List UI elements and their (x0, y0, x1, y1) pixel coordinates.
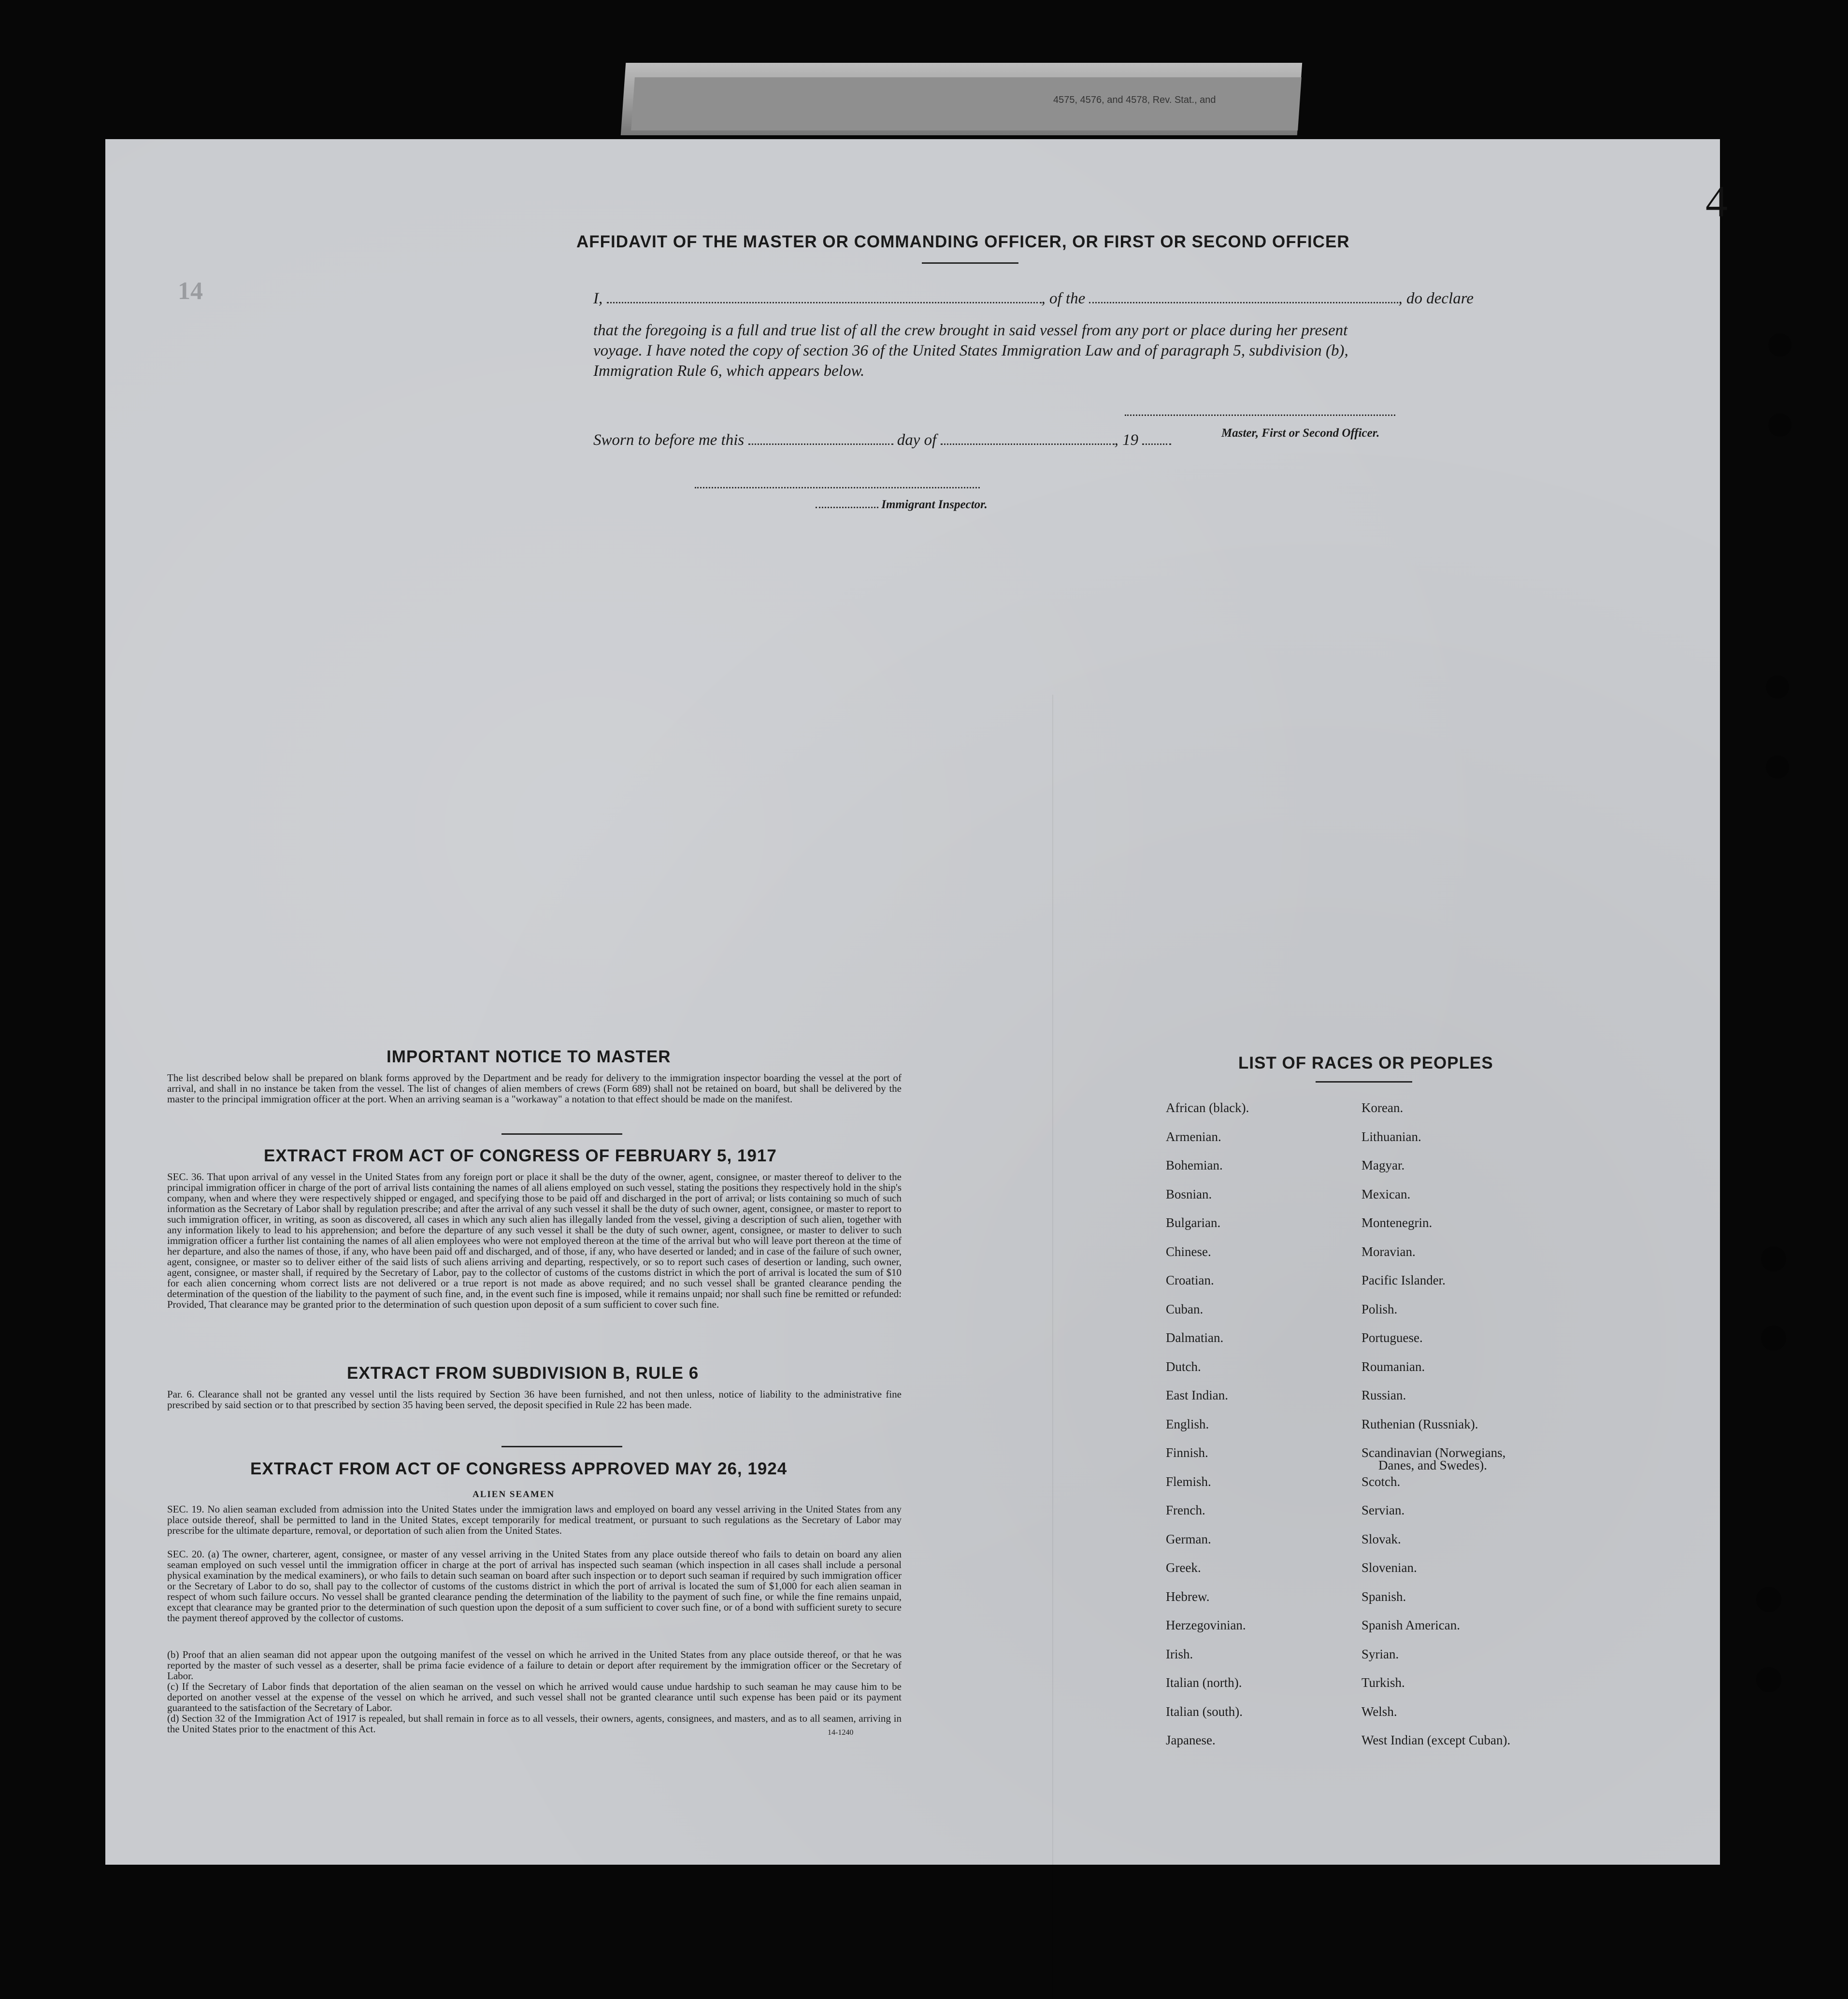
affidavit-line-3: voyage. I have noted the copy of section 36 of the United States Immigration Law and of paragraph 5, subdivision (b), (593, 342, 1348, 359)
extract-1924-sec20d: (d) Section 32 of the Immigration Act of 1917 is repealed, but shall remain in force as to all vessels, their owners, agents, consignees, and masters, and as to all seamen, arriving in the United States prior to the enactment of this Act. (167, 1713, 902, 1735)
race-item-left: French. (1166, 1503, 1205, 1517)
form-number: 14-1240 (828, 1728, 854, 1737)
race-item-left: English. (1166, 1416, 1209, 1431)
race-item-left: Cuban. (1166, 1301, 1203, 1316)
races-title: LIST OF RACES OR PEOPLES (1238, 1054, 1493, 1072)
inspector-signature-blank[interactable] (695, 482, 980, 488)
extract-1924-sec20b: (b) Proof that an alien seaman did not appear upon the outgoing manifest of the vessel on which he arrived in the United States from any place outside thereof, or that he was reported by the master of such vessel as a deserter, shall be prima facie evidence of a failure to detain or deport after requirement by the immigration officer or the Secretary of Labor. (167, 1649, 902, 1682)
margin-mark: 14 (178, 277, 203, 305)
race-item-left: Dutch. (1166, 1359, 1201, 1374)
extract-1917-text: SEC. 36. That upon arrival of any vessel in the United States from any foreign port or place it shall be the duty of the owner, agent, consignee, or master thereof to deliver to the principal immigration officer in charge of the port of arrival lists containing the names of all aliens employed on such vessel, stating the positions they respectively hold in the ship's company, when and where they were respectively shipped or engaged, and specifying those to be paid off and discharged in the port of arrival; or lists containing so much of such information as the Secretary of Labor shall by regulation prescribe; and after the arrival of any such vessel it shall be the duty of such owner, agent, consignee, or master to report to such immigration officer, in writing, as soon as discovered, all cases in which any such alien has illegally landed from the vessel, giving a description of such alien, together with any information likely to lead to his apprehension; and before the departure of any such vessel it shall be the duty of such owner, agent, consignee, or master to deliver to such immigration officer a further list containing the names of all alien employees who were not employed thereon at the time of the arrival but who will leave port thereon at the time of her departure, and also the names of those, if any, who have been paid off and discharged, and of those, if any, who have deserted or landed; and in case of the failure of such owner, agent, consignee, or master so to deliver either of the said lists of such aliens arriving and departing, respectively, or so to report such cases of desertion or landing, such owner, agent, consignee, or master shall, if required by the Secretary of Labor, pay to the collector of customs of the customs district in which the port of arrival is located the sum of $10 for each alien concerning whom correct lists are not delivered or a true report is not made as above required; and no such vessel shall be granted clearance pending the determination of the question of the liability to the payment of such fine, and, in the event such fine is imposed, while it remains unpaid; nor shall such fine be remitted or refunded: Provided, That clearance may be granted prior to the determination of such question upon deposit of a sum sufficient to cover such fine. (167, 1171, 902, 1310)
race-item-right: Spanish. (1361, 1589, 1406, 1604)
affidavit-title-rule (922, 262, 1018, 264)
notice-text: The list described below shall be prepared on blank forms approved by the Department and be ready for delivery to the immigration inspector boarding the vessel at the port of arrival, and shall in no instance be taken from the vessel. The list of changes of alien members of crews (Form 689) shall not be retained on board, but shall be delivered by the master to the principal immigration officer at the port. When an arriving seaman is a "workaway" a notation to that effect should be made on the manifest. (167, 1072, 902, 1105)
race-item-right: Scandinavian (Norwegians, (1361, 1445, 1506, 1460)
race-item-left: Greek. (1166, 1560, 1201, 1575)
punch-hole (1761, 1326, 1786, 1351)
race-item-left: Bohemian. (1166, 1158, 1223, 1172)
race-item-right: Roumanian. (1361, 1359, 1425, 1374)
race-item-left: African (black). (1166, 1100, 1249, 1115)
inspector-label (816, 498, 988, 512)
document-page (105, 139, 1728, 1865)
punch-hole (1768, 414, 1791, 437)
race-item-right: Danes, and Swedes). (1378, 1458, 1487, 1472)
punch-hole (1756, 1587, 1781, 1612)
extract-1924-sec20c: (c) If the Secretary of Labor finds that deportation of the alien seaman on the vessel on which he arrived would cause undue hardship to such seaman he may cause him to be deported on another vessel at the expense of the vessel on which he arrived, and such vessel shall not be granted clearance until such expense has been paid or its payment guaranteed to the satisfaction of the Secretary of Labor. (167, 1681, 902, 1713)
inspector-prefix-blank[interactable] (816, 502, 878, 508)
race-item-right: West Indian (except Cuban). (1361, 1733, 1511, 1747)
punch-hole (1766, 675, 1789, 699)
race-item-right: Russian. (1361, 1388, 1406, 1402)
race-item-left: Flemish. (1166, 1474, 1211, 1489)
race-item-left: Japanese. (1166, 1733, 1216, 1747)
alien-seamen-subtitle: ALIEN SEAMEN (473, 1489, 555, 1499)
race-item-left: Herzegovinian. (1166, 1618, 1246, 1632)
race-item-left: Bosnian. (1166, 1186, 1212, 1201)
punch-hole (1766, 756, 1789, 779)
race-item-right: Syrian. (1361, 1646, 1399, 1661)
race-item-right: Ruthenian (Russniak). (1361, 1416, 1478, 1431)
race-item-left: Italian (north). (1166, 1675, 1242, 1690)
race-item-left: Hebrew. (1166, 1589, 1210, 1604)
race-item-left: German. (1166, 1531, 1211, 1546)
page-corner-mark: 4 (1705, 177, 1728, 226)
sworn-text: Sworn to before me this (593, 431, 745, 449)
sworn-year-blank[interactable] (1142, 439, 1171, 445)
sworn-day-blank[interactable] (748, 439, 893, 445)
race-item-right: Montenegrin. (1361, 1215, 1433, 1230)
master-signature-blank[interactable] (1125, 410, 1395, 416)
punch-hole (1768, 333, 1791, 357)
race-item-right: Pacific Islander. (1361, 1273, 1446, 1287)
affidavit-i: I, (593, 290, 603, 307)
race-item-right: Turkish. (1361, 1675, 1405, 1690)
notice-rule (501, 1133, 622, 1135)
sworn-month-blank[interactable] (941, 439, 1115, 445)
race-item-left: Chinese. (1166, 1244, 1211, 1259)
notice-title: IMPORTANT NOTICE TO MASTER (387, 1047, 671, 1066)
sworn-line (593, 431, 1171, 449)
race-item-left: Croatian. (1166, 1273, 1214, 1287)
race-item-right: Portuguese. (1361, 1330, 1423, 1345)
affidavit-line-2: that the foregoing is a full and true list of all the crew brought in said vessel from any port or place during her present (593, 322, 1348, 339)
master-signature-label: Master, First or Second Officer. (1221, 427, 1380, 440)
race-item-left: East Indian. (1166, 1388, 1228, 1402)
race-item-right: Slovak. (1361, 1531, 1401, 1546)
page-fold (1052, 695, 1053, 1999)
race-item-right: Spanish American. (1361, 1618, 1460, 1632)
year-prefix: , 19 (1114, 431, 1139, 449)
rule6-rule (501, 1446, 622, 1447)
affidavit-title: AFFIDAVIT OF THE MASTER OR COMMANDING OFFICER, OR FIRST OR SECOND OFFICER (576, 232, 1350, 251)
race-item-right: Korean. (1361, 1100, 1404, 1115)
race-item-right: Servian. (1361, 1503, 1405, 1517)
vessel-blank[interactable] (1089, 297, 1398, 303)
race-item-left: Italian (south). (1166, 1704, 1243, 1719)
race-item-right: Slovenian. (1361, 1560, 1417, 1575)
punch-hole (1761, 1246, 1786, 1271)
extract-1917-title: EXTRACT FROM ACT OF CONGRESS OF FEBRUARY 5, 1917 (264, 1146, 777, 1165)
affidavit-of-the: , of the (1041, 290, 1086, 307)
extract-1924-sec19: SEC. 19. No alien seaman excluded from admission into the United States under the immigration laws and employed on board any vessel arriving in the United States from any place outside thereof, shall be permitted to land in the United States, except temporarily for medical treatment, or pursuant to such regulations as the Secretary of Labor may prescribe for the ultimate departure, removal, or deportation of such alien from the United States. (167, 1503, 902, 1536)
affidavit-line-4: Immigration Rule 6, which appears below. (593, 362, 865, 380)
punch-hole (1756, 1667, 1781, 1692)
race-item-right: Scotch. (1361, 1474, 1401, 1489)
races-title-rule (1316, 1081, 1412, 1083)
extract-1924-sec20a: SEC. 20. (a) The owner, charterer, agent, consignee, or master of any vessel arriving in the United States from any place outside thereof who fails to detain on board any alien seaman employed on such vessel until the immigration officer in charge at the port of arrival has inspected such seaman (which inspection in all cases shall include a personal physical examination by the medical examiners), or who fails to detain such seaman on board after such inspection or to deport such seaman if required by such immigration officer or the Secretary of Labor to do so, shall pay to the collector of customs of the customs district in which the port of arrival is located the sum of $1,000 for each alien seaman in respect of whom such failure occurs. No vessel shall be granted clearance pending the determination of the liability to the payment of such fine, or while the fine remains unpaid, except that clearance may be granted prior to the determination of such question upon the deposit of a sum sufficient to cover such fine, or of a bond with sufficient surety to secure the payment thereof approved by the collector of customs. (167, 1548, 902, 1624)
race-item-left: Armenian. (1166, 1129, 1221, 1144)
affidavit-line-1 (593, 290, 1474, 308)
race-item-left: Irish. (1166, 1646, 1193, 1661)
extract-rule6-title: EXTRACT FROM SUBDIVISION B, RULE 6 (347, 1364, 699, 1383)
name-blank[interactable] (607, 297, 1042, 303)
day-of-text: day of (897, 431, 937, 449)
folder-tab-text: 4575, 4576, and 4578, Rev. Stat., and (1053, 95, 1216, 105)
race-item-left: Dalmatian. (1166, 1330, 1224, 1345)
race-item-right: Lithuanian. (1361, 1129, 1421, 1144)
race-item-left: Finnish. (1166, 1445, 1208, 1460)
extract-rule6-text: Par. 6. Clearance shall not be granted any vessel until the lists required by Section 36 have been furnished, and not then unless, notice of liability to the administrative fine prescribed by said section or to that prescribed by section 35 having been served, the deposit specified in Rule 22 has been made. (167, 1388, 902, 1411)
race-item-left: Bulgarian. (1166, 1215, 1221, 1230)
affidavit-do-declare: , do declare (1398, 290, 1474, 307)
race-item-right: Moravian. (1361, 1244, 1416, 1259)
race-item-right: Magyar. (1361, 1158, 1405, 1172)
race-item-right: Mexican. (1361, 1186, 1411, 1201)
race-item-right: Welsh. (1361, 1704, 1397, 1719)
inspector-label-text: Immigrant Inspector. (881, 498, 988, 511)
race-item-right: Polish. (1361, 1301, 1398, 1316)
extract-1924-title: EXTRACT FROM ACT OF CONGRESS APPROVED MAY 26, 1924 (250, 1459, 788, 1478)
